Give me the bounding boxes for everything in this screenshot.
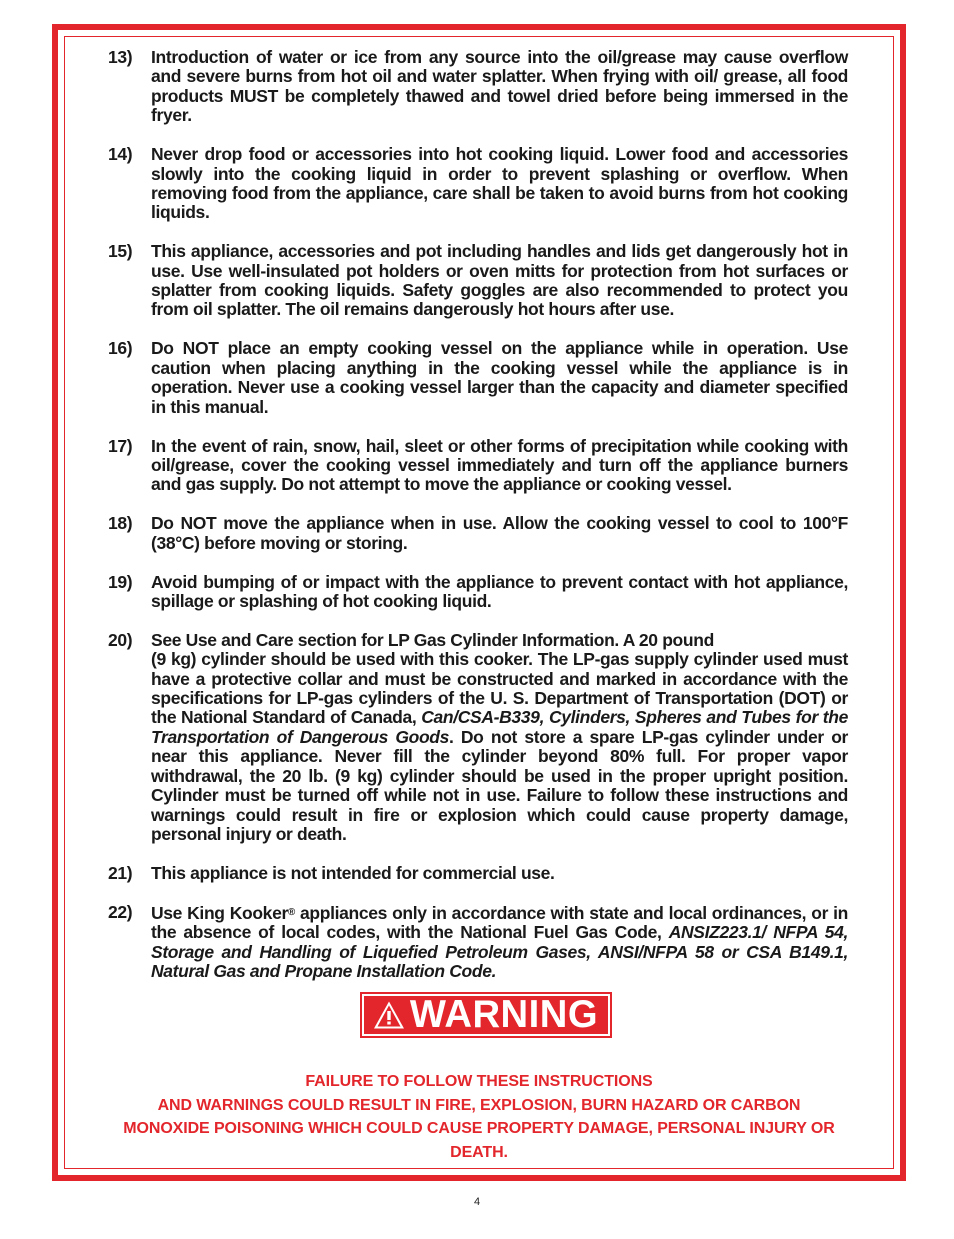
code-reference: ANSIZ223.1/ NFPA 54, Storage and Handling of Liquefied Petroleum Gases, ANSI/NFPA 58 or CSA B149.1, Natural Gas and Propane Installation Code. [151, 922, 848, 981]
list-item [108, 339, 848, 417]
item-text [151, 631, 848, 844]
list-item [108, 145, 848, 223]
item-number: 19) [108, 571, 133, 592]
item-text: In the event of rain, snow, hail, sleet or other forms of precipitation while cooking with oil/grease, cover the cooking vessel immediately and turn off the appliance burners and gas supply. Do not attempt to move the appliance or cooking vessel. [151, 435, 848, 495]
standard-reference: Can/CSA-B339, Cylinders, Spheres and Tubes for the Transportation of Dangerous Goods [151, 707, 848, 747]
item-number: 18) [108, 513, 133, 534]
item-text: This appliance, accessories and pot including handles and lids get dangerously hot in use. Use well-insulated pot holders or oven mitts for protection from hot surfaces or splatter from cooking liquids. Safety goggles are also recommended to protect you from oil splatter. The oil remains dangerously hot hours after use. [151, 241, 848, 320]
warning-label: WARNING [409, 993, 598, 1036]
item-text: Do NOT place an empty cooking vessel on the appliance while in operation. Use caution when placing anything in the cooking vessel while the appliance is in operation. Never use a cooking vessel larger than the capacity and diameter specified in this manual. [151, 338, 848, 417]
item-text-body: (9 kg) cylinder should be used with this cooker. The LP-gas supply cylinder used must have a protective collar and must be constructed and marked in accordance with the specifications for LP-gas cylinders of the U. S. Department of Transportation (DOT) or the National Standard of Canada, [151, 649, 848, 728]
warning-banner-fill [364, 993, 608, 1036]
item-text-first-line: See Use and Care section for LP Gas Cylinder Information. A 20 pound [151, 629, 714, 650]
list-item [108, 514, 848, 553]
page-number: 4 [473, 1196, 481, 1208]
warning-line: FAILURE TO FOLLOW THESE INSTRUCTIONS [305, 1073, 653, 1090]
warning-line: MONOXIDE POISONING WHICH COULD CAUSE PROPERTY DAMAGE, PERSONAL INJURY OR [123, 1120, 835, 1137]
item-number: 17) [108, 435, 133, 456]
list-item [108, 437, 848, 495]
item-text-body-cont: . Do not store a spare LP-gas cylinder under or near this appliance. Never fill the cylinder beyond 80% full. For proper vapor withdrawal, the 20 lb. (9 kg) cylinder should be used in the proper upright position. Cylinder must be turned off while not in use. Failure to follow these instructions and warnings could result in fire or explosion which could cause property damage, personal injury or death. [151, 726, 849, 844]
item-number: 21) [108, 862, 133, 883]
warning-line: AND WARNINGS COULD RESULT IN FIRE, EXPLOSION, BURN HAZARD OR CARBON [157, 1096, 801, 1114]
warning-banner [360, 992, 612, 1038]
item-number: 22) [108, 901, 133, 922]
list-item [108, 48, 848, 126]
list-item [108, 573, 848, 612]
item-text: This appliance is not intended for commercial use. [151, 862, 555, 883]
item-text-body: appliances only in accordance with state and local ordinances, or in the absence of local codes, with the National Fuel Gas Code, [151, 902, 848, 943]
item-number: 13) [108, 47, 133, 67]
list-item [108, 242, 848, 320]
item-text [151, 903, 848, 982]
list-item-codes [108, 903, 848, 982]
safety-instructions-list [108, 48, 848, 1001]
page-border [52, 24, 906, 1181]
item-number: 16) [108, 338, 133, 359]
warning-line: DEATH. [450, 1143, 508, 1161]
item-text: Do NOT move the appliance when in use. Allow the cooking vessel to cool to 100°F (38°C) before moving or storing. [151, 513, 848, 553]
warning-message [98, 1070, 860, 1164]
list-item [108, 864, 848, 883]
list-item-lp-cylinder [108, 631, 848, 844]
item-text: Avoid bumping of or impact with the appliance to prevent contact with hot appliance, spillage or splashing of hot cooking liquid. [151, 571, 848, 611]
item-text: Introduction of water or ice from any source into the oil/grease may cause overflow and severe burns from hot oil and water splatter. When frying with oil/ grease, all food products MUST be completely thawed and towel dried before being immersed in the fryer. [151, 47, 848, 126]
registered-mark: ® [287, 906, 295, 918]
item-number: 14) [108, 144, 133, 165]
warning-triangle-icon [373, 1000, 405, 1030]
item-number: 15) [108, 241, 133, 262]
brand-text: Use King Kooker [151, 902, 288, 923]
item-number: 20) [108, 629, 133, 650]
item-text: Never drop food or accessories into hot cooking liquid. Lower food and accessories slowly into the cooking liquid in order to prevent splashing or overflow. When removing food from the appliance, care shall be taken to avoid burns from hot cooking liquids. [151, 144, 848, 223]
